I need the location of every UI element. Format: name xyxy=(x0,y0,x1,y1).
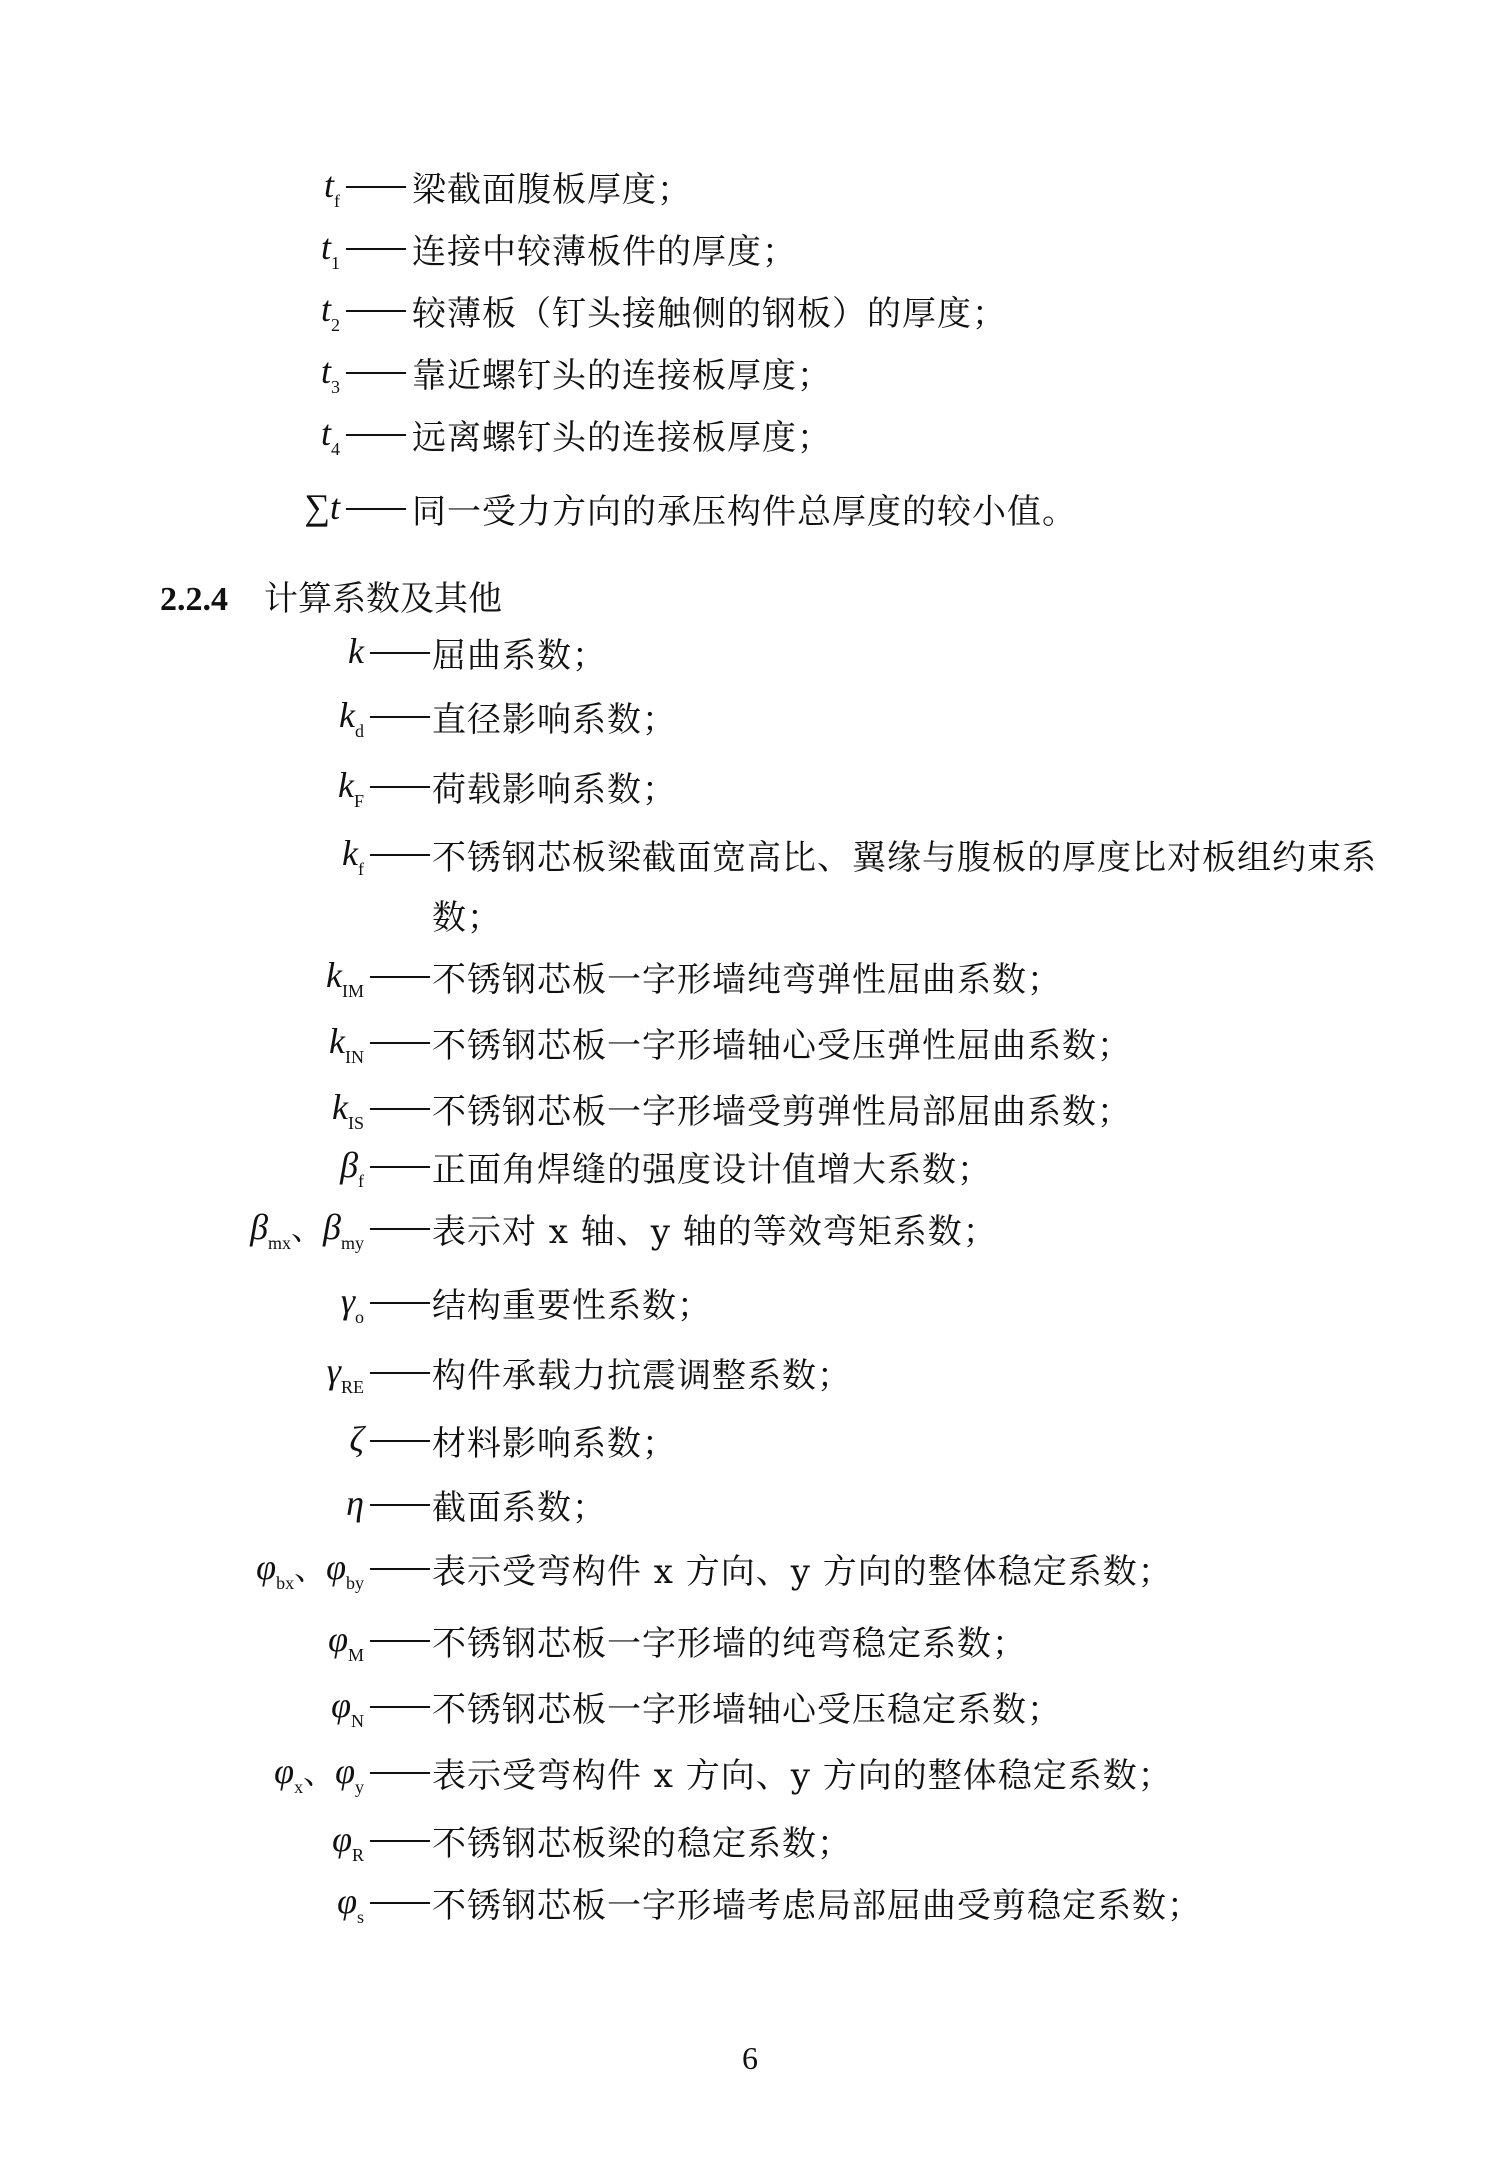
dash-separator xyxy=(346,310,406,312)
symbol: $\beta_{mx}$、$\beta_{my}$ xyxy=(250,1207,364,1253)
dash-separator xyxy=(370,1166,430,1168)
dash-separator xyxy=(370,1228,430,1230)
symbol-row xyxy=(0,1346,1500,1396)
symbol: η xyxy=(346,1483,364,1523)
symbol: $\gamma_{RE}$ xyxy=(326,1351,364,1397)
symbol: $\varphi_x$、$\varphi_y$ xyxy=(274,1751,364,1797)
symbol-description: 直径影响系数； xyxy=(432,700,677,740)
dash-separator xyxy=(370,1042,430,1044)
dash-separator xyxy=(370,1568,430,1570)
symbol: $k_{IM}$ xyxy=(326,955,364,1001)
symbol-description: 不锈钢芯板一字形墙轴心受压弹性屈曲系数； xyxy=(432,1026,1132,1066)
dash-separator xyxy=(346,508,406,510)
symbol: $\varphi_s$ xyxy=(337,1881,364,1927)
symbol-description: 连接中较薄板件的厚度； xyxy=(412,232,797,272)
symbol-description: 不锈钢芯板一字形墙纯弯弹性屈曲系数； xyxy=(432,960,1062,1000)
symbol: $\varphi_R$ xyxy=(332,1819,364,1865)
symbol-description: 结构重要性系数； xyxy=(432,1286,712,1326)
symbol: $\varphi_N$ xyxy=(331,1685,364,1731)
symbol-row xyxy=(0,1542,1500,1592)
dash-separator xyxy=(370,1440,430,1442)
dash-separator xyxy=(346,434,406,436)
symbol-row xyxy=(0,408,1500,458)
symbol-description: 屈曲系数； xyxy=(432,636,607,676)
dash-separator xyxy=(370,1772,430,1774)
symbol-row xyxy=(0,346,1500,396)
page-number: 6 xyxy=(742,2040,758,2076)
symbol: k xyxy=(348,631,364,671)
symbol-description: 不锈钢芯板梁截面宽高比、翼缘与腹板的厚度比对板组约束系数； xyxy=(432,838,1377,938)
symbol-row xyxy=(0,1680,1500,1730)
symbol-row xyxy=(0,1414,1500,1464)
symbol-row xyxy=(0,1478,1500,1528)
symbol-row xyxy=(0,950,1500,1000)
symbol: $k_d$ xyxy=(339,695,364,741)
symbol-description: 表示对 x 轴、y 轴的等效弯矩系数； xyxy=(432,1212,998,1252)
symbol-description: 截面系数； xyxy=(432,1488,607,1528)
dash-separator xyxy=(370,1302,430,1304)
symbol-row xyxy=(0,1876,1500,1926)
dash-separator xyxy=(370,716,430,718)
symbol-row xyxy=(0,760,1500,810)
symbol-description: 构件承载力抗震调整系数； xyxy=(432,1356,852,1396)
symbol: ∑t xyxy=(304,487,340,527)
symbol-row xyxy=(0,1746,1500,1796)
symbol: $k_f$ xyxy=(342,833,364,879)
section-number: 2.2.4 xyxy=(160,581,228,618)
symbol-row xyxy=(0,1202,1500,1252)
symbol-description: 较薄板（钉头接触侧的钢板）的厚度； xyxy=(412,294,1007,334)
symbol-description: 正面角焊缝的强度设计值增大系数； xyxy=(432,1150,992,1190)
symbol: $k_{IS}$ xyxy=(332,1087,364,1133)
section-title: 计算系数及其他 xyxy=(264,579,502,619)
dash-separator xyxy=(370,1504,430,1506)
symbol-description: 表示受弯构件 x 方向、y 方向的整体稳定系数； xyxy=(432,1552,1173,1592)
symbol-row xyxy=(0,1614,1500,1664)
symbol-row xyxy=(0,1016,1500,1066)
symbol: $t_1$ xyxy=(320,227,340,273)
dash-separator xyxy=(370,854,430,856)
symbol-row xyxy=(0,828,1500,938)
dash-separator xyxy=(370,1108,430,1110)
symbol: $k_F$ xyxy=(338,765,364,811)
dash-separator xyxy=(370,652,430,654)
dash-separator xyxy=(370,1372,430,1374)
symbol-row xyxy=(0,284,1500,334)
symbol-description: 靠近螺钉头的连接板厚度； xyxy=(412,356,832,396)
dash-separator xyxy=(346,186,406,188)
symbol-description: 远离螺钉头的连接板厚度； xyxy=(412,418,832,458)
symbol: $\beta_f$ xyxy=(340,1145,364,1191)
dash-separator xyxy=(370,1640,430,1642)
symbol-row xyxy=(0,1814,1500,1864)
symbol: $t_f$ xyxy=(323,165,340,211)
symbol-description: 不锈钢芯板一字形墙考虑局部屈曲受剪稳定系数； xyxy=(432,1886,1202,1926)
symbol: $\gamma_o$ xyxy=(340,1281,364,1327)
symbol-row xyxy=(0,160,1500,210)
dash-separator xyxy=(370,1840,430,1842)
symbol-row xyxy=(0,1140,1500,1190)
symbol-row xyxy=(0,626,1500,676)
symbol: $k_{IN}$ xyxy=(329,1021,364,1067)
symbol-description: 荷载影响系数； xyxy=(432,770,677,810)
symbol: $\varphi_M$ xyxy=(328,1619,364,1665)
symbol-description: 梁截面腹板厚度； xyxy=(412,170,692,210)
symbol: $\varphi_{bx}$、$\varphi_{by}$ xyxy=(256,1547,364,1593)
symbol: ζ xyxy=(349,1419,364,1459)
dash-separator xyxy=(370,1706,430,1708)
symbol-row xyxy=(0,1082,1500,1132)
dash-separator xyxy=(370,976,430,978)
symbol: $t_4$ xyxy=(320,413,340,459)
symbol-row xyxy=(0,482,1500,532)
symbol: $t_3$ xyxy=(320,351,340,397)
section-heading xyxy=(160,574,502,624)
dash-separator xyxy=(346,248,406,250)
symbol-description: 表示受弯构件 x 方向、y 方向的整体稳定系数； xyxy=(432,1756,1173,1796)
symbol-description: 不锈钢芯板一字形墙轴心受压稳定系数； xyxy=(432,1690,1062,1730)
symbol-row xyxy=(0,222,1500,272)
symbol-description: 材料影响系数； xyxy=(432,1424,677,1464)
symbol-description: 同一受力方向的承压构件总厚度的较小值。 xyxy=(412,492,1077,532)
dash-separator xyxy=(370,1902,430,1904)
dash-separator xyxy=(370,786,430,788)
dash-separator xyxy=(346,372,406,374)
symbol-description: 不锈钢芯板一字形墙的纯弯稳定系数； xyxy=(432,1624,1027,1664)
symbol-row xyxy=(0,690,1500,740)
symbol: $t_2$ xyxy=(320,289,340,335)
symbol-row xyxy=(0,1276,1500,1326)
symbol-description: 不锈钢芯板一字形墙受剪弹性局部屈曲系数； xyxy=(432,1092,1132,1132)
symbol-description: 不锈钢芯板梁的稳定系数； xyxy=(432,1824,852,1864)
